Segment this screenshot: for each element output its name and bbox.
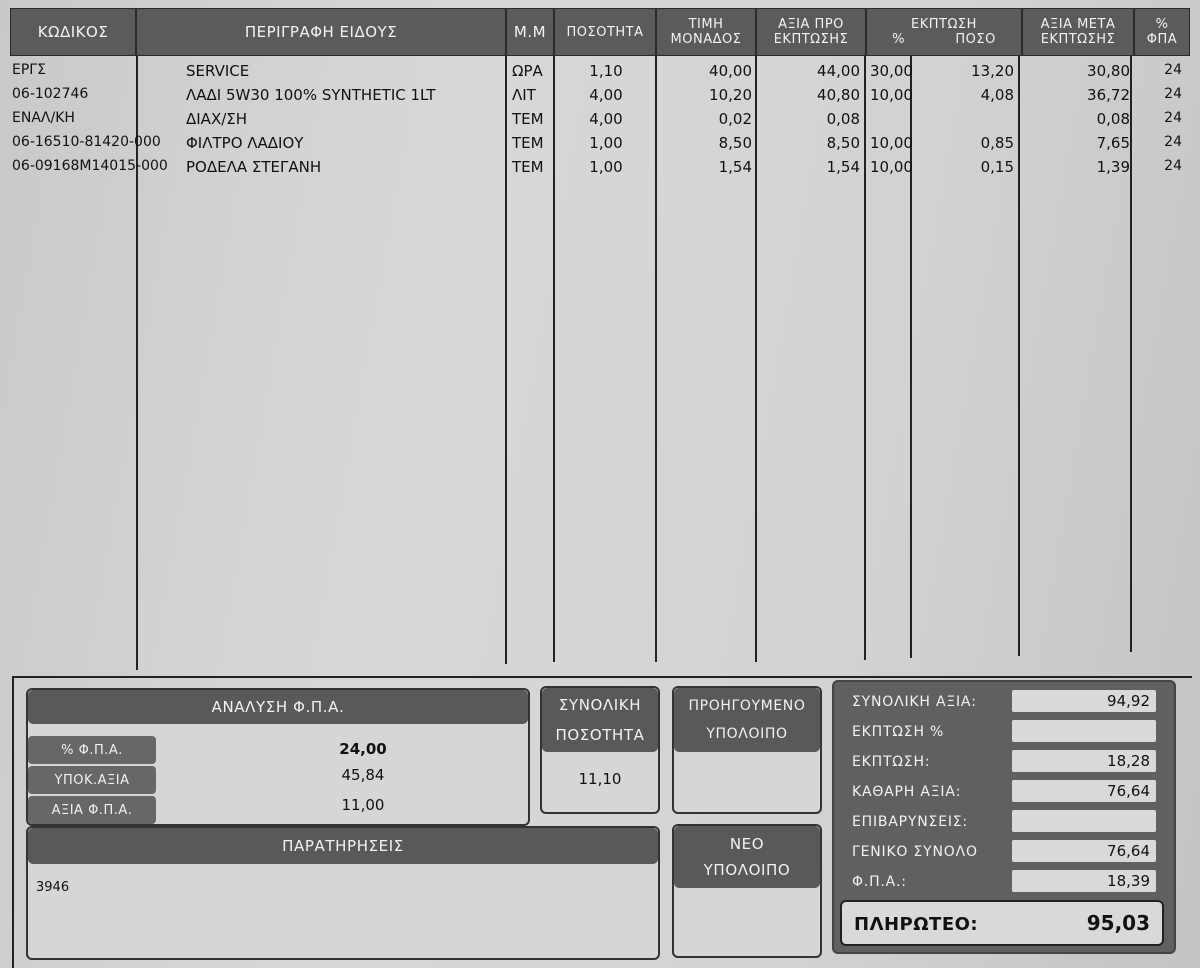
vat-subtotal-label: ΥΠΟΚ.ΑΞΙΑ (28, 766, 156, 794)
item-discount-pct: 10,00 (870, 134, 913, 152)
items-table (10, 8, 1190, 670)
vat-amount-value: 11,00 (341, 796, 385, 814)
item-quantity: 1,00 (589, 134, 623, 152)
header-vat-pct: % ΦΠΑ (1134, 8, 1190, 56)
item-code: 06-16510-81420-000 (12, 134, 161, 150)
item-description: ΦΙΛΤΡΟ ΛΑΔΙΟΥ (186, 134, 304, 152)
vat-analysis-box (26, 688, 530, 826)
remarks-title: ΠΑΡΑΤΗΡΗΣΕΙΣ (28, 828, 658, 864)
item-vat: 24 (1164, 86, 1182, 102)
grand-total-label: ΓΕΝΙΚΟ ΣΥΝΟΛΟ (852, 844, 978, 860)
net-value: 76,64 (1012, 780, 1156, 802)
total-quantity-value: 11,10 (578, 770, 622, 788)
header-unit: Μ.Μ (506, 8, 554, 56)
item-unit: ΛΙΤ (512, 86, 536, 104)
discount-pct-value (1012, 720, 1156, 742)
item-unit: ΤΕΜ (512, 110, 544, 128)
net-value-label: ΚΑΘΑΡΗ ΑΞΙΑ: (852, 784, 962, 800)
item-code: ΕΡΓΣ (12, 62, 46, 78)
item-code: 06-09168M14015-000 (12, 158, 168, 174)
item-description: ΛΑΔΙ 5W30 100% SYNTHETIC 1LT (186, 86, 436, 104)
item-unit: ΤΕΜ (512, 134, 544, 152)
item-code: 06-102746 (12, 86, 89, 102)
item-discount-pct: 10,00 (870, 158, 913, 176)
header-code: ΚΩΔΙΚΟΣ (10, 8, 136, 56)
vat-amount-label: ΑΞΙΑ Φ.Π.Α. (28, 796, 156, 824)
item-discount-amount: 4,08 (980, 86, 1014, 104)
header-description: ΠΕΡΙΓΡΑΦΗ ΕΙΔΟΥΣ (136, 8, 506, 56)
header-discount: ΕΚΠΤΩΣΗ % ΠΟΣΟ (866, 8, 1022, 56)
item-unit-price: 0,02 (718, 110, 752, 128)
grand-total-value: 76,64 (1012, 840, 1156, 862)
item-unit-price: 1,54 (718, 158, 752, 176)
remarks-text: 3946 (36, 880, 70, 895)
totals-box (832, 680, 1176, 954)
item-discount-amount: 0,15 (980, 158, 1014, 176)
item-code: ΕΝΑΛ/ΚΗ (12, 110, 75, 126)
item-value-before: 40,80 (817, 86, 860, 104)
item-description: SERVICE (186, 62, 250, 80)
remarks-box (26, 826, 660, 960)
table-row (10, 62, 1190, 86)
table-row (10, 110, 1190, 134)
vat-analysis-title: ΑΝΑΛΥΣΗ Φ.Π.Α. (28, 690, 528, 724)
charges-label: ΕΠΙΒΑΡΥΝΣΕΙΣ: (852, 814, 968, 830)
previous-balance-box (672, 686, 822, 814)
vat-total-label: Φ.Π.Α.: (852, 874, 907, 890)
payable-value: 95,03 (1086, 911, 1150, 935)
item-discount-amount: 13,20 (971, 62, 1014, 80)
total-quantity-title: ΣΥΝΟΛΙΚΗ ΠΟΣΟΤΗΤΑ (542, 688, 658, 752)
vat-total-value: 18,39 (1012, 870, 1156, 892)
item-value-before: 1,54 (826, 158, 860, 176)
header-discount-pct: % (892, 32, 906, 47)
item-value-after: 30,80 (1087, 62, 1130, 80)
item-vat: 24 (1164, 158, 1182, 174)
header-unit-price: ΤΙΜΗ ΜΟΝΑΔΟΣ (656, 8, 756, 56)
total-quantity-box (540, 686, 660, 814)
item-unit-price: 8,50 (718, 134, 752, 152)
item-value-after: 0,08 (1096, 110, 1130, 128)
payable-label: ΠΛΗΡΩΤΕΟ: (854, 914, 979, 935)
item-value-after: 36,72 (1087, 86, 1130, 104)
item-value-before: 44,00 (817, 62, 860, 80)
item-discount-pct: 30,00 (870, 62, 913, 80)
item-unit-price: 40,00 (709, 62, 752, 80)
vat-subtotal-value: 45,84 (341, 766, 385, 784)
header-value-before-discount: ΑΞΙΑ ΠΡΟ ΕΚΠΤΩΣΗΣ (756, 8, 866, 56)
item-vat: 24 (1164, 134, 1182, 150)
item-value-after: 7,65 (1096, 134, 1130, 152)
header-discount-amount: ΠΟΣΟ (955, 32, 996, 47)
item-value-after: 1,39 (1096, 158, 1130, 176)
item-vat: 24 (1164, 110, 1182, 126)
charges-value (1012, 810, 1156, 832)
total-value-label: ΣΥΝΟΛΙΚΗ ΑΞΙΑ: (852, 694, 977, 710)
item-value-before: 0,08 (826, 110, 860, 128)
vat-rate-value: 24,00 (339, 740, 387, 758)
discount-label: ΕΚΠΤΩΣΗ: (852, 754, 931, 770)
item-quantity: 4,00 (589, 110, 623, 128)
vat-rate-label: % Φ.Π.Α. (28, 736, 156, 764)
item-unit-price: 10,20 (709, 86, 752, 104)
total-value: 94,92 (1012, 690, 1156, 712)
item-vat: 24 (1164, 62, 1182, 78)
item-value-before: 8,50 (826, 134, 860, 152)
header-value-after-discount: ΑΞΙΑ ΜΕΤΑ ΕΚΠΤΩΣΗΣ (1022, 8, 1134, 56)
item-unit: ΤΕΜ (512, 158, 544, 176)
discount-value: 18,28 (1012, 750, 1156, 772)
item-description: ΡΟΔΕΛΑ ΣΤΕΓΑΝΗ (186, 158, 322, 176)
item-description: ΔΙΑΧ/ΣΗ (186, 110, 248, 128)
previous-balance-title: ΠΡΟΗΓΟΥΜΕΝΟ ΥΠΟΛΟΙΠΟ (674, 688, 820, 752)
item-quantity: 1,00 (589, 158, 623, 176)
item-quantity: 4,00 (589, 86, 623, 104)
discount-pct-label: ΕΚΠΤΩΣΗ % (852, 724, 945, 740)
table-row (10, 134, 1190, 158)
item-quantity: 1,10 (589, 62, 623, 80)
table-row (10, 86, 1190, 110)
new-balance-box (672, 824, 822, 958)
new-balance-title: ΝΕΟ ΥΠΟΛΟΙΠΟ (674, 826, 820, 888)
table-row (10, 158, 1190, 182)
item-discount-pct: 10,00 (870, 86, 913, 104)
header-quantity: ΠΟΣΟΤΗΤΑ (554, 8, 656, 56)
item-discount-amount: 0,85 (980, 134, 1014, 152)
item-unit: ΩΡΑ (512, 62, 543, 80)
payable-box (840, 900, 1164, 946)
